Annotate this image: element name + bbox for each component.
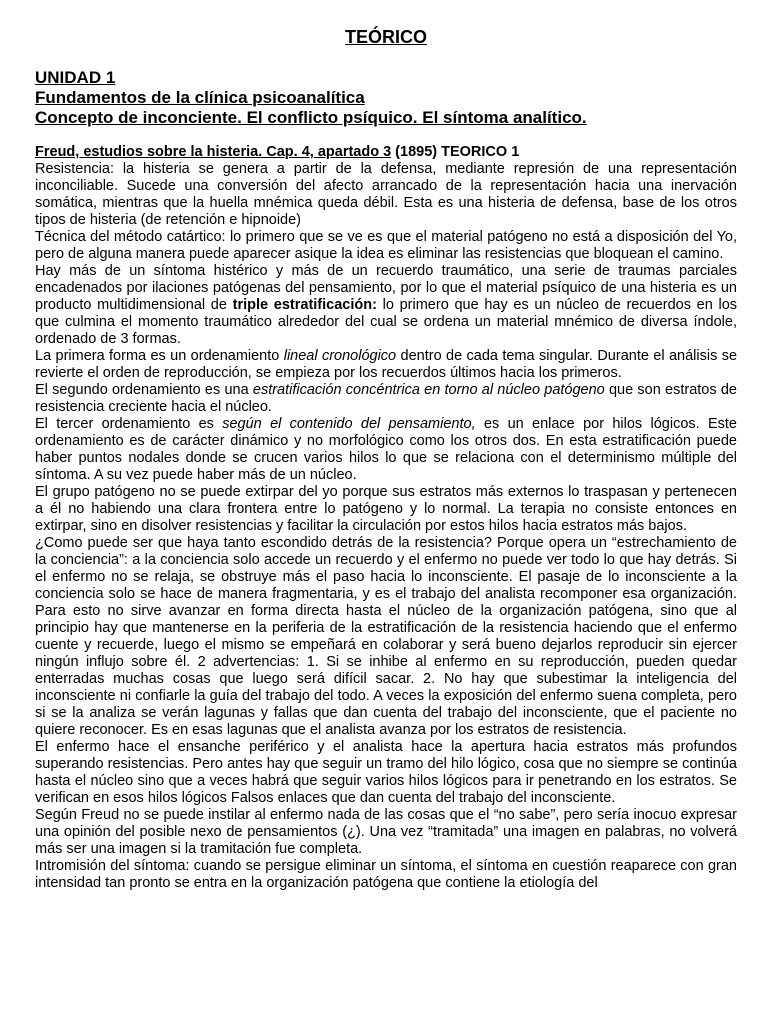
paragraph-6-text-a: El tercer ordenamiento es	[35, 416, 223, 432]
paragraph-3-bold: triple estratificación:	[232, 297, 377, 313]
paragraph-5	[35, 382, 737, 416]
unit-header	[35, 68, 737, 128]
paragraph-5-italic: estratificación concéntrica en torno al núcleo patógeno	[252, 382, 605, 398]
paragraph-7: El grupo patógeno no se puede extirpar del yo porque sus estratos más externos lo traspasan y pertenecen a él no habiendo una clara frontera entre lo patógeno y lo normal. La terapia no consiste entonces en extirpar, sino en disolver resistencias y facilitar la circulación por estos hilos hacia estratos más bajos.	[35, 484, 737, 534]
paragraph-6-text-c: es un enlace por hilos lógicos. Este ordenamiento es de carácter dinámico y no morfológico como los otros dos. En esta estratificación puede haber puntos nodales donde se crucen varios hilos lo que se relaciona con el determinismo múltiple del síntoma. A su vez puede haber más de un núcleo.	[35, 416, 737, 483]
paragraph-4	[35, 348, 737, 382]
paragraph-11: Intromisión del síntoma: cuando se persigue eliminar un síntoma, el síntoma en cuestión reaparece con gran intensidad tan pronto se entra en la organización patógena que contiene la etiología del	[35, 858, 737, 891]
paragraph-4-text-c: dentro de cada tema singular. Durante el análisis se revierte el orden de reproducción, se empieza por los recuerdos últimos hacia los primeros.	[35, 348, 738, 381]
paragraph-4-text-a: La primera forma es un ordenamiento	[35, 348, 284, 364]
section-reference: Freud, estudios sobre la histeria. Cap. 4, apartado 3	[35, 144, 392, 160]
paragraph-2: Técnica del método catártico: lo primero que se ve es que el material patógeno no está a disposición del Yo, pero de alguna manera puede aparecer asique la idea es eliminar las resistencias que bloquean el camino.	[35, 229, 737, 262]
paragraph-6	[35, 416, 737, 484]
document-title: TEÓRICO	[344, 27, 427, 47]
paragraph-4-italic: lineal cronológico	[283, 348, 397, 364]
paragraph-10: Según Freud no se puede instilar al enfermo nada de las cosas que el “no sabe”, pero sería inocuo expresar una opinión del posible nexo de pensamientos (¿). Una vez “tramitada” una imagen en palabras, no volverá más ser una imagen si la tramitación fue completa.	[35, 807, 737, 857]
paragraph-5-text-c: que son estratos de resistencia creciente hacia el núcleo.	[35, 382, 737, 415]
unit-label: UNIDAD 1	[35, 68, 116, 87]
paragraph-6-italic: según el contenido del pensamiento,	[222, 416, 476, 432]
paragraph-1: Resistencia: la histeria se genera a partir de la defensa, mediante represión de una representación inconciliable. Sucede una conversión del afecto arrancado de la representación hacia una inervación somática, mientras que la huella mnémica queda débil. Esta es una histeria de defensa, base de los otros tipos de histeria (de retención e hipnoide)	[35, 161, 737, 228]
paragraph-3-text-c: lo primero que hay es un núcleo de recuerdos en los que culmina el momento traumático alrededor del cual se ordena un material mnémico de diversa índole, ordenado de 3 formas.	[35, 297, 738, 347]
unit-subtitle-2: Concepto de inconciente. El conflicto psíquico. El síntoma analítico.	[35, 108, 587, 127]
paragraph-8: ¿Como puede ser que haya tanto escondido detrás de la resistencia? Porque opera un “estrechamiento de la conciencia”: a la conciencia solo accede un recuerdo y el enfermo no puede ver todo lo que hay detrás. Si el enfermo no se relaja, se obstruye más el paso hacia lo inconsciente. El pasaje de lo inconsciente a la conciencia solo se hace de manera fragmentaria, y es el trabajo del analista recomponer esa organización. Para esto no sirve avanzar en forma directa hasta el núcleo de la organización patógena, sino que al principio hay que mantenerse en la periferia de la estratificación de la resistencia haciendo que el enfermo cuente y recuerde, luego el mismo se empeñará en colaborar y será bueno dejarlos reproducir sin ejercer ningún influjo sobre él. 2 advertencias: 1. Si se inhibe al enfermo en su reproducción, pueden quedar enterradas muchas cosas que luego será difícil sacar. 2. No hay que subestimar la inteligencia del inconsciente ni confiarle la guía del trabajo del todo. A veces la exposición del enfermo suena completa, pero si se la analiza se verán lagunas y fallas que dan cuenta del trabajo del inconsciente, que el paciente no quiere reconocer. Es en esas lagunas que el analista avanza por los estratos de resistencia.	[35, 535, 737, 738]
paragraph-5-text-a: El segundo ordenamiento es una	[35, 382, 253, 398]
section-heading	[35, 144, 737, 161]
paragraph-9: El enfermo hace el ensanche periférico y el analista hace la apertura hacia estratos más profundos superando resistencias. Pero antes hay que seguir un tramo del hilo lógico, cosa que no siempre se continúa hasta el núcleo sino que a veces habrá que seguir varios hilos lógicos para ir penetrando en los estratos. Se verifican en esos hilos lógicos Falsos enlaces que dan cuenta del trabajo del inconsciente.	[35, 739, 737, 806]
unit-subtitle-1: Fundamentos de la clínica psicoanalítica	[35, 88, 365, 107]
section-suffix: (1895) TEORICO 1	[391, 144, 520, 160]
paragraph-3-text-a: Hay más de un síntoma histérico y más de un recuerdo traumático, una serie de traumas parciales encadenados por ilaciones patógenas del pensamiento, por lo que el material psíquico de una histeria es un producto multidimensional de	[35, 263, 737, 313]
paragraph-3	[35, 263, 737, 348]
